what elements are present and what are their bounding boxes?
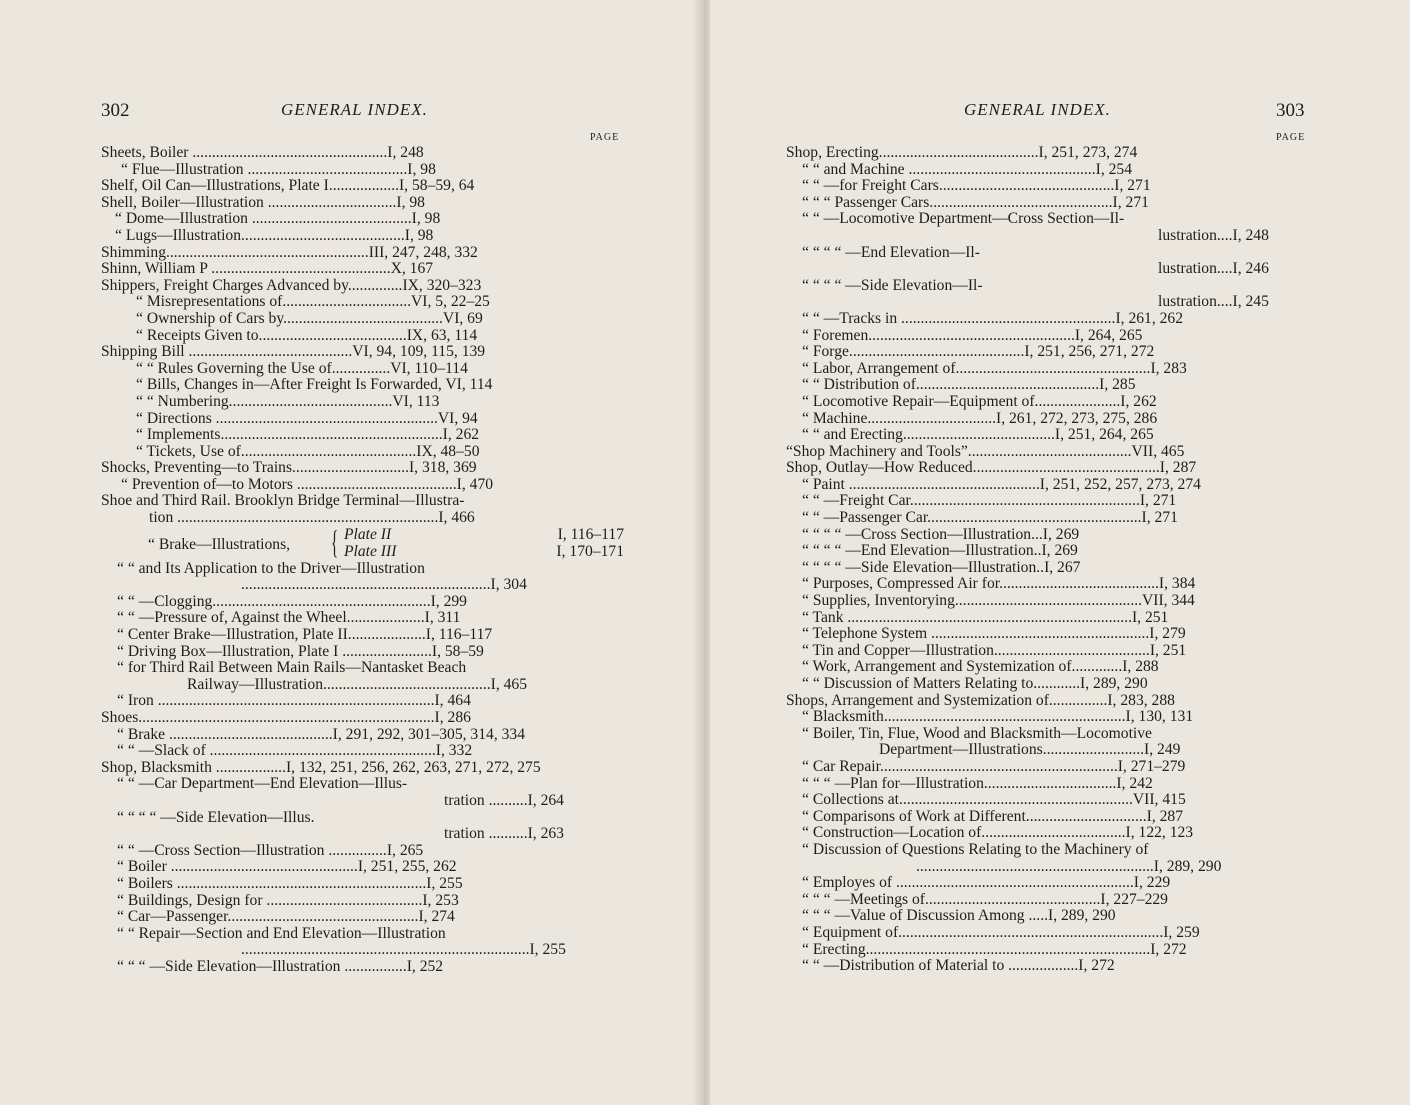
index-entry [786, 659, 1308, 676]
index-entry [786, 560, 1308, 577]
index-entry [786, 294, 1308, 311]
running-head: GENERAL INDEX. [964, 100, 1111, 119]
index-entry-text: Sheets, Boiler ..................................................I, 248 [101, 144, 424, 161]
index-entry-text: “ Implements.........................................................I, 262 [136, 426, 480, 444]
index-entry [101, 959, 624, 976]
index-entry [101, 727, 624, 744]
index-entry-text: “ “ “ Passenger Cars...............................................I, 271 [802, 193, 1149, 211]
index-entry-text: “ “ —for Freight Cars.............................................I, 271 [802, 177, 1151, 195]
index-entry-text: “ Comparisons of Work at Different...............................I, 287 [802, 807, 1184, 825]
index-entry [101, 627, 624, 644]
index-entry-text: “ “ “ “ —Cross Section—Illustration...I, 269 [802, 525, 1080, 543]
index-entry-text: Shimming....................................................III, 247, 248, 332 [101, 243, 478, 261]
index-entry [786, 925, 1308, 942]
index-entry [786, 444, 1308, 461]
index-entry [786, 344, 1308, 361]
index-entry [101, 460, 624, 477]
index-entry-text: “ Machine.................................I, 261, 272, 273, 275, 286 [802, 409, 1158, 427]
index-entry-text: .............................................................I, 289, 290 [916, 857, 1222, 875]
index-entry-text: “ Locomotive Repair—Equipment of......................I, 262 [802, 392, 1157, 410]
index-entry-text: “ “ and Erecting.......................................I, 251, 264, 265 [802, 426, 1154, 444]
index-entry [101, 776, 624, 793]
index-entry-text: “ Equipment of....................................................................I, 259 [802, 923, 1200, 941]
page-column-label: PAGE [1276, 132, 1306, 143]
index-entry [786, 228, 1308, 245]
index-entry-text: “ Iron .......................................................................I, 464 [117, 692, 471, 710]
index-entry [786, 195, 1308, 212]
page-ref: I, 170–171 [556, 542, 624, 560]
index-entry-text: “ Bills, Changes in—After Freight Is Forwarded, VI, 114 [136, 376, 493, 394]
index-entry-text: “ Receipts Given to......................................IX, 63, 114 [136, 326, 478, 344]
index-entry-text: Shippers, Freight Charges Advanced by..............IX, 320–323 [101, 276, 482, 294]
index-entry-text: “ “ “ “ —End Elevation—Illustration..I, 269 [802, 542, 1078, 560]
index-entry [786, 626, 1308, 643]
index-entry [786, 859, 1308, 876]
index-entry-text: Shinn, William P ..............................................X, 167 [101, 260, 434, 278]
index-entry [101, 909, 624, 926]
index-entry-text: “ “ —Car Department—End Elevation—Illus- [117, 775, 408, 793]
page-column-label: PAGE [590, 132, 620, 143]
index-entry-text: “ Prevention of—to Motors .........................................I, 470 [121, 475, 494, 493]
index-entry [786, 576, 1308, 593]
index-entry-text: “ “ Rules Governing the Use of...............VI, 110–114 [136, 359, 468, 377]
index-entry-text: “ “ “ “ —Side Elevation—Il- [802, 276, 983, 294]
index-entry-text: lustration....I, 246 [1158, 260, 1269, 278]
index-entry [101, 162, 624, 179]
index-entry [101, 660, 624, 677]
index-entry [786, 311, 1308, 328]
index-entry [786, 162, 1308, 179]
index-entry [101, 328, 624, 345]
index-entry-text: “ Supplies, Inventorying................................................VII, 344 [802, 592, 1195, 610]
index-entry-text: “ Car—Passenger.................................................I, 274 [117, 908, 455, 926]
index-entry-text: Shoes............................................................................I, 286 [101, 709, 471, 726]
index-entry [786, 809, 1308, 826]
index-entry-text: “ “ “ —Side Elevation—Illustration ................I, 252 [117, 957, 444, 975]
index-entry-text: Department—Illustrations..........................I, 249 [879, 741, 1181, 759]
index-entry [786, 792, 1308, 809]
index-entry-text: Shop, Erecting.........................................I, 251, 273, 274 [786, 144, 1138, 161]
index-entry-text: “ Lugs—Illustration..........................................I, 98 [115, 226, 434, 244]
index-entry-text: “ Telephone System ........................................................I, 279 [802, 625, 1186, 643]
index-entry-text: “ “ —Pressure of, Against the Wheel....................I, 311 [117, 609, 461, 627]
index-entry [101, 826, 624, 843]
index-entry [786, 361, 1308, 378]
index-entry [786, 825, 1308, 842]
index-entries [101, 145, 624, 976]
index-entry [101, 311, 624, 328]
index-entry [786, 411, 1308, 428]
index-entry [101, 145, 624, 162]
index-entry-text: “ Brake ..........................................I, 291, 292, 301–305, 314, 334 [117, 725, 526, 743]
index-entry-text: Shell, Boiler—Illustration .................................I, 98 [101, 193, 425, 211]
index-entry [101, 610, 624, 627]
index-entry-text: “ “ —Passenger Car.......................................................I, 271 [802, 509, 1178, 527]
index-entries [786, 145, 1308, 975]
index-entry [101, 760, 624, 777]
index-entry-text: Shop, Blacksmith ..................I, 132, 251, 256, 262, 263, 271, 272, 275 [101, 758, 541, 776]
index-entry-text: “ Ownership of Cars by.........................................VI, 69 [136, 309, 483, 327]
index-entry-text: “ Paint .................................................I, 251, 252, 257, 273, 274 [802, 475, 1201, 493]
index-entry [101, 577, 624, 594]
index-entry [786, 676, 1308, 693]
index-entry [786, 593, 1308, 610]
index-entry [101, 228, 624, 245]
index-entry-text: “ “ “ “ —Side Elevation—Illustration..I, 267 [802, 558, 1081, 576]
index-entry [101, 843, 624, 860]
index-entry-text: “ “ —Tracks in .......................................................I, 261, 262 [802, 309, 1184, 327]
index-entry-text: “ “ Distribution of...............................................I, 285 [802, 376, 1136, 394]
page-ref: I, 116–117 [557, 525, 624, 543]
index-entry-text: “ Foremen.....................................................I, 264, 265 [802, 326, 1143, 344]
index-entry [101, 477, 624, 494]
index-entry [101, 810, 624, 827]
index-entry-text: “ Employes of .............................................................I, 229 [802, 874, 1171, 892]
index-entry-text: “ “ and Machine ................................................I, 254 [802, 160, 1133, 178]
index-entry-text: “ “ —Freight Car...........................................................I, 271 [802, 492, 1177, 510]
index-entry [786, 742, 1308, 759]
index-entry-text: “ Boilers ................................................................I, 255 [117, 874, 463, 892]
index-entry [101, 411, 624, 428]
index-entry [101, 444, 624, 461]
index-entry [101, 793, 624, 810]
index-entry-text: “ Labor, Arrangement of..................................................I, 283 [802, 359, 1187, 377]
index-entry [786, 709, 1308, 726]
index-entry-text: “ “ “ —Plan for—Illustration..................................I, 242 [802, 774, 1153, 792]
index-entry-text: “ Buildings, Design for ........................................I, 253 [117, 891, 459, 909]
index-entry-text: “ Tank .........................................................................I, 251 [802, 608, 1169, 626]
index-entry [101, 394, 624, 411]
index-entry-text: “ “ Discussion of Matters Relating to............I, 289, 290 [802, 675, 1148, 692]
index-entry-text: Shop, Outlay—How Reduced................................................I, 287 [786, 459, 1197, 477]
index-entry [101, 178, 624, 195]
index-entry-text: tration ..........I, 264 [444, 791, 564, 809]
index-entry-text: “ Collections at............................................................VII, 415 [802, 791, 1186, 809]
index-entry-text: “ “ and Its Application to the Driver—Illustration [117, 559, 425, 577]
index-entry-text: “ “ —Locomotive Department—Cross Section—Il- [802, 210, 1125, 228]
plate-label: Plate II [344, 525, 392, 543]
index-entry-text: “ Boiler, Tin, Flue, Wood and Blacksmith—Locomotive [802, 724, 1152, 742]
index-entry [101, 493, 624, 510]
index-entry [786, 460, 1308, 477]
index-entry-text: “ Work, Arrangement and Systemization of.............I, 288 [802, 658, 1159, 676]
index-entry-text: “ “ Repair—Section and End Elevation—Illustration [117, 924, 446, 942]
index-entry-text: lustration....I, 248 [1158, 226, 1269, 244]
index-entry-text: “ Tickets, Use of.............................................IX, 48–50 [136, 442, 480, 460]
index-entry-text: Shops, Arrangement and Systemization of...............I, 283, 288 [786, 691, 1175, 709]
index-entry [786, 776, 1308, 793]
index-entry-text: “ Discussion of Questions Relating to the Machinery of [802, 840, 1149, 858]
index-entry-text: “ “ —Clogging........................................................I, 299 [117, 592, 467, 610]
index-entry [101, 510, 624, 527]
index-entry [101, 677, 624, 694]
page-number: 302 [101, 100, 130, 121]
index-entry-text: “ for Third Rail Between Main Rails—Nantasket Beach [117, 659, 467, 677]
index-entry [101, 594, 624, 611]
index-entry-text: tion ...................................................................I, 466 [149, 509, 475, 527]
index-entry-text: Shipping Bill ..........................................VI, 94, 109, 115, 139 [101, 343, 486, 361]
index-entry [101, 195, 624, 212]
index-entry-text: Shocks, Preventing—to Trains..............................I, 318, 369 [101, 459, 477, 477]
index-entry [786, 942, 1308, 959]
index-entry [101, 361, 624, 378]
index-entry [101, 743, 624, 760]
plate-label: Plate III [344, 542, 397, 560]
index-entry [786, 145, 1308, 162]
index-entry-text: Railway—Illustration...........................................I, 465 [187, 675, 528, 693]
index-entry [101, 427, 624, 444]
right-page [710, 0, 1410, 1105]
index-entry [101, 710, 624, 727]
left-page [0, 0, 700, 1105]
brace-icon: { [331, 524, 339, 561]
brace-label: “ Brake—Illustrations, [148, 535, 291, 553]
index-entry [786, 693, 1308, 710]
index-entry [786, 493, 1308, 510]
index-entry [786, 211, 1308, 228]
index-entry [786, 543, 1308, 560]
index-entry [786, 427, 1308, 444]
index-entry [786, 892, 1308, 909]
index-entry [786, 394, 1308, 411]
index-entry-text: “ Directions .........................................................VI, 94 [136, 409, 478, 427]
index-entry-text: “ “ —Distribution of Material to ..................I, 272 [802, 957, 1115, 975]
index-entry-text: “ Boiler ................................................I, 251, 255, 262 [117, 858, 457, 876]
index-entry-text: “ “ “ —Value of Discussion Among .....I, 289, 290 [802, 907, 1116, 925]
index-entry [101, 644, 624, 661]
index-entry-text: “ “ —Slack of ..........................................................I, 332 [117, 742, 473, 760]
index-entry [101, 278, 624, 295]
index-entry-text: “ Construction—Location of.....................................I, 122, 123 [802, 824, 1194, 842]
index-entry-text: “ Purposes, Compressed Air for.........................................I, 384 [802, 575, 1196, 593]
index-entry-text: “ Forge.............................................I, 251, 256, 271, 272 [802, 343, 1155, 361]
index-entry [786, 261, 1308, 278]
index-entry [786, 610, 1308, 627]
index-entry-text: “ Tin and Copper—Illustration........................................I, 251 [802, 641, 1187, 659]
index-entry-text: ................................................................I, 304 [241, 576, 527, 594]
index-entry-text: “ Center Brake—Illustration, Plate II....................I, 116–117 [117, 626, 493, 644]
index-entry-text: “Shop Machinery and Tools”..........................................VII, 465 [786, 442, 1185, 460]
index-entry [101, 294, 624, 311]
index-entry [786, 477, 1308, 494]
index-entry-text: tration ..........I, 263 [444, 825, 564, 843]
index-entry [101, 893, 624, 910]
index-entry-text: ..........................................................................I, 255 [241, 941, 566, 959]
index-entry [786, 875, 1308, 892]
index-entry [101, 942, 624, 959]
index-entry [101, 561, 624, 578]
index-entry [786, 958, 1308, 975]
running-head: GENERAL INDEX. [281, 100, 428, 119]
index-entry [786, 278, 1308, 295]
index-entry [786, 908, 1308, 925]
index-entry [101, 377, 624, 394]
index-entry [101, 261, 624, 278]
index-entry-text: “ Misrepresentations of.................................VI, 5, 22–25 [136, 293, 490, 311]
index-entry [101, 693, 624, 710]
index-entry-text: “ “ “ “ —End Elevation—Il- [802, 243, 980, 261]
index-entry-text: lustration....I, 245 [1158, 293, 1269, 311]
index-entry-text: “ Driving Box—Illustration, Plate I .......................I, 58–59 [117, 642, 484, 660]
index-entry [786, 377, 1308, 394]
index-entry [786, 328, 1308, 345]
index-entry [101, 876, 624, 893]
page-number: 303 [1276, 100, 1305, 121]
index-entry [101, 926, 624, 943]
index-entry [786, 510, 1308, 527]
index-entry [786, 643, 1308, 660]
index-entry [786, 178, 1308, 195]
index-entry [101, 859, 624, 876]
index-entry [786, 245, 1308, 262]
index-entry-text: “ “ “ —Meetings of.............................................I, 227–229 [802, 890, 1168, 908]
index-entry-text: Shelf, Oil Can—Illustrations, Plate I..................I, 58–59, 64 [101, 177, 475, 195]
index-entry-text: “ Flue—Illustration .........................................I, 98 [121, 160, 436, 178]
index-entry-text: “ “ Numbering..........................................VI, 113 [136, 392, 440, 410]
index-entry-text: “ Car Repair.............................................................I, 271–279 [802, 757, 1186, 775]
index-entry [786, 842, 1308, 859]
brace-entry [101, 524, 624, 561]
index-entry [786, 527, 1308, 544]
index-entry [786, 726, 1308, 743]
index-entry-text: “ “ “ “ —Side Elevation—Illus. [117, 808, 315, 826]
index-entry [786, 759, 1308, 776]
index-entry-text: “ Dome—Illustration .........................................I, 98 [115, 210, 441, 228]
index-entry [101, 245, 624, 262]
index-entry [101, 344, 624, 361]
index-entry-text: “ Blacksmith..............................................................I, 130, 131 [802, 708, 1194, 726]
index-entry-text: Shoe and Third Rail. Brooklyn Bridge Terminal—Illustra- [101, 492, 465, 510]
index-entry-text: “ Erecting.........................................................................I, 272 [802, 940, 1187, 958]
index-entry [101, 211, 624, 228]
index-entry-text: “ “ —Cross Section—Illustration ...............I, 265 [117, 841, 424, 859]
